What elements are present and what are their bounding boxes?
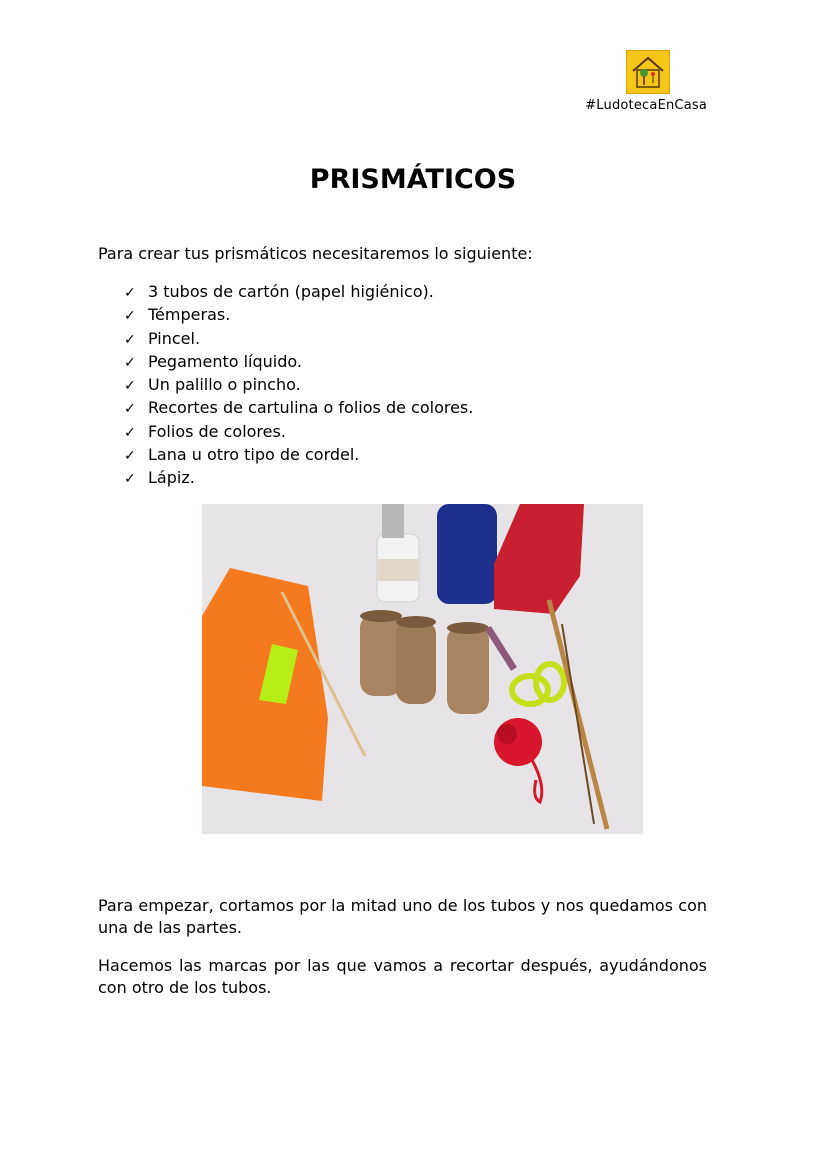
- checkmark-icon: ✓: [124, 401, 136, 418]
- checkmark-icon: ✓: [124, 285, 136, 301]
- checkmark-icon: ✓: [124, 471, 136, 488]
- list-item: [124, 328, 473, 351]
- list-item: [124, 374, 473, 397]
- paragraph-2: Hacemos las marcas por las que vamos a recortar después, ayudándonos con otro de los tubos.: [98, 956, 707, 997]
- list-item: [124, 281, 473, 304]
- checkmark-icon: ✓: [124, 448, 136, 465]
- list-item: [124, 304, 473, 327]
- material-label: Témperas.: [148, 305, 231, 325]
- page-title: PRISMÁTICOS: [309, 164, 517, 195]
- material-label: Un palillo o pincho.: [148, 375, 301, 395]
- material-label: Lápiz.: [148, 468, 195, 488]
- material-label: Pincel.: [148, 328, 201, 348]
- material-label: Pegamento líquido.: [148, 351, 302, 371]
- material-label: Lana u otro tipo de cordel.: [148, 445, 360, 465]
- blue-paint: [437, 504, 497, 604]
- checkmark-icon: ✓: [124, 424, 136, 441]
- list-item: [124, 397, 473, 420]
- paragraph-1: Para empezar, cortamos por la mitad uno de los tubos y nos quedamos con una de las partes.: [98, 896, 707, 937]
- hashtag-label: #LudotecaEnCasa: [585, 98, 707, 113]
- materials-list: [124, 281, 473, 491]
- list-item: [124, 444, 473, 467]
- list-item: [124, 351, 473, 374]
- material-label: Recortes de cartulina o folios de colores.: [148, 398, 474, 418]
- checkmark-icon: ✓: [124, 354, 136, 371]
- checkmark-icon: ✓: [124, 331, 136, 348]
- list-item: [124, 467, 473, 490]
- intro-text: Para crear tus prismáticos necesitaremos lo siguiente:: [98, 244, 533, 263]
- list-item: [124, 421, 473, 444]
- ludoteca-logo-icon: [626, 50, 670, 94]
- checkmark-icon: ✓: [124, 378, 136, 395]
- material-label: 3 tubos de cartón (papel higiénico).: [148, 282, 434, 301]
- materials-photo: [202, 504, 643, 834]
- material-label: Folios de colores.: [148, 421, 286, 441]
- house-tree-logo-icon: [627, 51, 669, 93]
- checkmark-icon: ✓: [124, 308, 136, 325]
